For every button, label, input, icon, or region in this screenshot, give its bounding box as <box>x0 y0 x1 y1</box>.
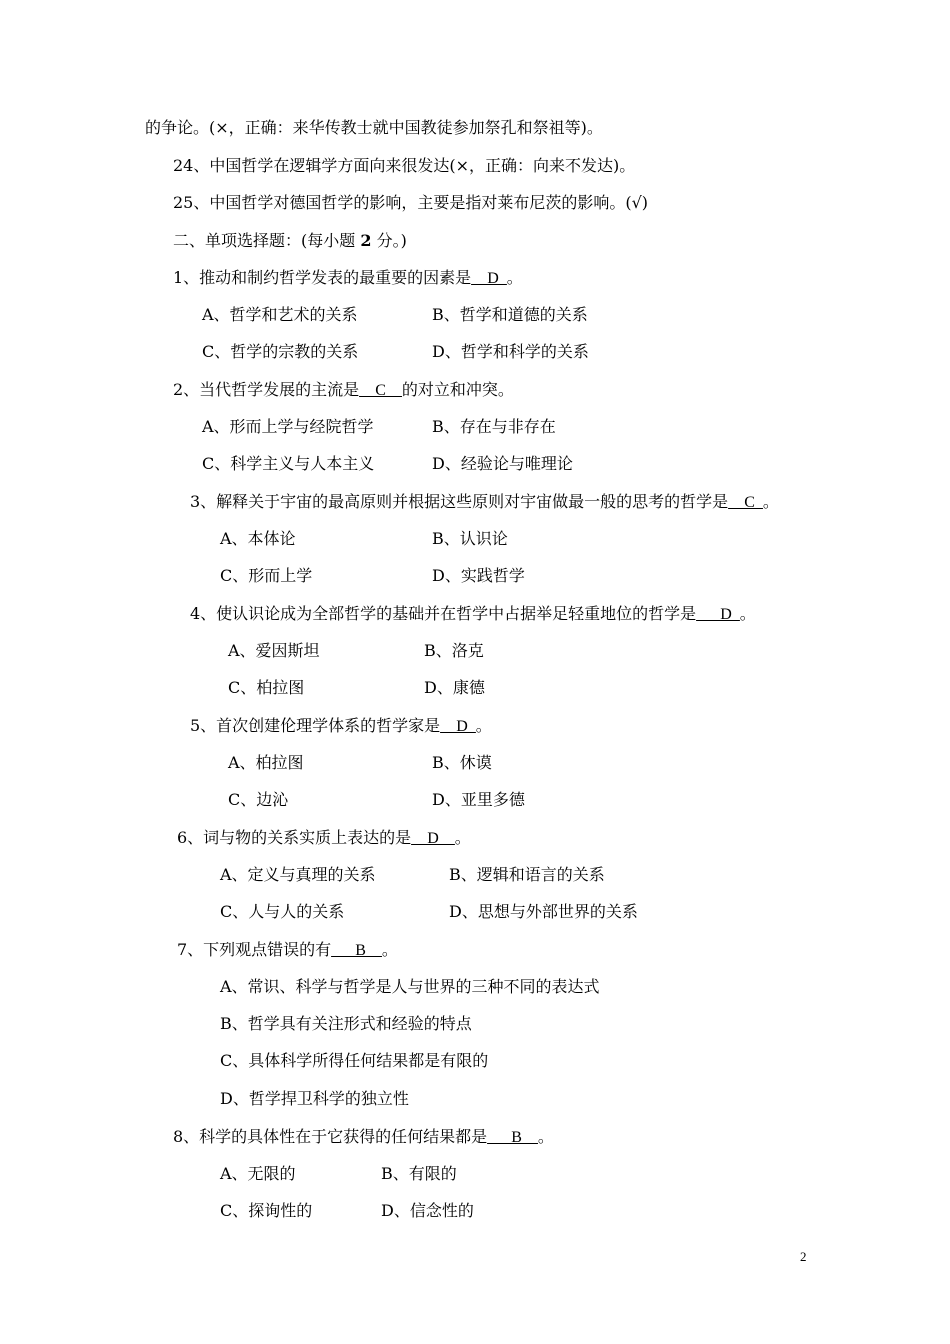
option-b: B、存在与非存在 <box>432 417 556 436</box>
option-a: A、定义与真理的关系 <box>220 865 376 884</box>
question-text: 3、解释关于宇宙的最高原则并根据这些原则对宇宙做最一般的思考的哲学是 <box>190 492 729 511</box>
question-text-end: 。 <box>454 828 471 847</box>
answer-blank: ___B__ <box>331 942 382 959</box>
question-text: 2、当代哲学发展的主流是 <box>173 380 360 399</box>
question-8 <box>173 1127 554 1148</box>
answer-blank: __C__ <box>359 382 402 399</box>
question-text: 5、首次创建伦理学体系的哲学家是 <box>190 716 441 735</box>
question-6 <box>177 828 471 849</box>
option-d: D、康德 <box>424 678 485 697</box>
answer-blank: __D_ <box>440 718 476 735</box>
section-heading-points: 2 <box>360 231 372 250</box>
answer-blank: __D__ <box>411 830 455 847</box>
answer-blank: ___B__ <box>487 1129 538 1146</box>
option-a: A、爱因斯坦 <box>228 641 320 660</box>
option-a: A、本体论 <box>220 529 296 548</box>
option-d: D、哲学和科学的关系 <box>432 342 589 361</box>
question-text: 6、词与物的关系实质上表达的是 <box>177 828 412 847</box>
option-d: D、亚里多德 <box>432 790 525 809</box>
question-text-end: 。 <box>475 716 492 735</box>
text-line-24: 24、中国哲学在逻辑学方面向来很发达(×，正确：向来不发达)。 <box>173 156 636 175</box>
option-c: C、科学主义与人本主义 <box>202 454 375 473</box>
question-text-end: 。 <box>762 492 779 511</box>
question-text: 8、科学的具体性在于它获得的任何结果都是 <box>173 1127 488 1146</box>
option-a: A、柏拉图 <box>228 753 304 772</box>
option-a: A、无限的 <box>220 1164 296 1183</box>
option-c: C、柏拉图 <box>228 678 305 697</box>
option-b: B、哲学和道德的关系 <box>432 305 588 324</box>
option-b: B、认识论 <box>432 529 508 548</box>
section-heading-suffix: 分。) <box>376 231 407 250</box>
option-a: A、常识、科学与哲学是人与世界的三种不同的表达式 <box>220 977 600 996</box>
option-b: B、哲学具有关注形式和经验的特点 <box>220 1014 472 1033</box>
option-b: B、逻辑和语言的关系 <box>449 865 605 884</box>
question-5 <box>190 716 492 737</box>
option-c: C、边沁 <box>228 790 289 809</box>
answer-blank: __D_ <box>471 270 507 287</box>
question-text: 4、使认识论成为全部哲学的基础并在哲学中占据举足轻重地位的哲学是 <box>190 604 697 623</box>
text-line-25: 25、中国哲学对德国哲学的影响，主要是指对莱布尼茨的影响。(√) <box>173 193 649 212</box>
option-d: D、思想与外部世界的关系 <box>449 902 638 921</box>
text-line-1: 的争论。(×，正确：来华传教士就中国教徒参加祭孔和祭祖等)。 <box>145 118 603 137</box>
answer-blank: ___D_ <box>696 606 740 623</box>
option-c: C、人与人的关系 <box>220 902 345 921</box>
option-c: C、具体科学所得任何结果都是有限的 <box>220 1051 489 1070</box>
option-d: D、哲学捍卫科学的独立性 <box>220 1089 409 1108</box>
question-text: 7、下列观点错误的有 <box>177 940 332 959</box>
option-a: A、哲学和艺术的关系 <box>202 305 358 324</box>
option-a: A、形而上学与经院哲学 <box>202 417 374 436</box>
answer-blank: __C_ <box>728 494 763 511</box>
option-d: D、实践哲学 <box>432 566 525 585</box>
option-b: B、洛克 <box>424 641 484 660</box>
question-2 <box>173 380 514 401</box>
question-3 <box>190 492 779 513</box>
question-text: 1、推动和制约哲学发表的最重要的因素是 <box>173 268 472 287</box>
option-c: C、形而上学 <box>220 566 313 585</box>
question-text-end: 。 <box>506 268 523 287</box>
page-number: 2 <box>800 1249 807 1264</box>
option-b: B、有限的 <box>381 1164 457 1183</box>
question-text-end: 的对立和冲突。 <box>401 380 514 399</box>
option-d: D、经验论与唯理论 <box>432 454 573 473</box>
section-heading <box>173 231 407 251</box>
question-text-end: 。 <box>381 940 398 959</box>
section-heading-prefix: 二、单项选择题：(每小题 <box>173 231 356 250</box>
question-7 <box>177 940 398 961</box>
option-b: B、休谟 <box>432 753 492 772</box>
option-d: D、信念性的 <box>381 1201 474 1220</box>
question-4 <box>190 604 756 625</box>
option-c: C、哲学的宗教的关系 <box>202 342 359 361</box>
question-text-end: 。 <box>537 1127 554 1146</box>
question-1 <box>173 268 523 289</box>
question-text-end: 。 <box>739 604 756 623</box>
option-c: C、探询性的 <box>220 1201 313 1220</box>
